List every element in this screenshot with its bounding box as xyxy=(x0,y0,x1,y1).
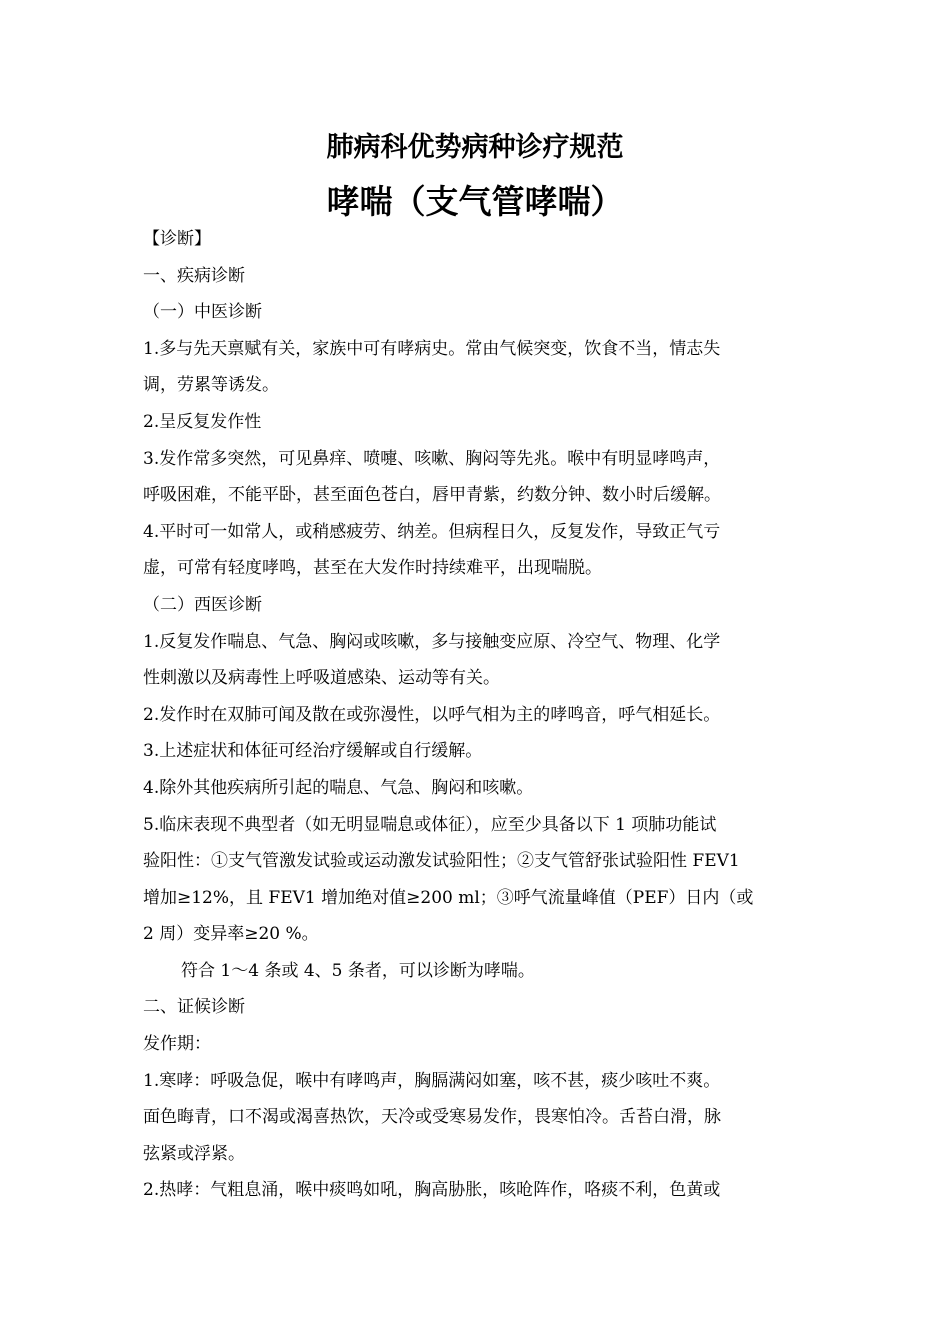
paragraph-line: 3.上述症状和体征可经治疗缓解或自行缓解。 xyxy=(143,741,483,762)
paragraph-line: 4.平时可一如常人，或稍感疲劳、纳差。但病程日久，反复发作，导致正气亏 xyxy=(143,521,721,542)
paragraph-line: 面色晦青，口不渴或渴喜热饮，天冷或受寒易发作，畏寒怕冷。舌苔白滑，脉 xyxy=(143,1107,721,1128)
subsection-heading-western: （二）西医诊断 xyxy=(143,594,262,615)
paragraph-line: 4.除外其他疾病所引起的喘息、气急、胸闷和咳嗽。 xyxy=(143,777,534,798)
section-heading-disease-diagnosis: 一、疾病诊断 xyxy=(143,265,245,286)
section-heading-syndrome-diagnosis: 二、证候诊断 xyxy=(143,997,245,1018)
paragraph-line: 2.呈反复发作性 xyxy=(143,411,262,432)
paragraph-line: 2.发作时在双肺可闻及散在或弥漫性，以呼气相为主的哮鸣音，呼气相延长。 xyxy=(143,704,721,725)
paragraph-line: 1.多与先天禀赋有关，家族中可有哮病史。常由气候突变，饮食不当，情志失 xyxy=(143,338,721,359)
paragraph-line: 2 周）变异率≥20 %。 xyxy=(143,924,319,945)
section-heading-diagnosis: 【诊断】 xyxy=(143,229,211,249)
paragraph-line: 2.热哮：气粗息涌，喉中痰鸣如吼，胸高胁胀，咳呛阵作，咯痰不利，色黄或 xyxy=(143,1180,721,1201)
paragraph-line: 3.发作常多突然，可见鼻痒、喷嚏、咳嗽、胸闷等先兆。喉中有明显哮鸣声， xyxy=(143,448,721,469)
paragraph-line: 验阳性：①支气管激发试验或运动激发试验阳性；②支气管舒张试验阳性 FEV1 xyxy=(143,851,740,872)
paragraph-line: 虚，可常有轻度哮鸣，甚至在大发作时持续难平，出现喘脱。 xyxy=(143,558,602,579)
subsection-heading-attack-stage: 发作期： xyxy=(143,1034,211,1055)
paragraph-line: 呼吸困难，不能平卧，甚至面色苍白，唇甲青紫，约数分钟、数小时后缓解。 xyxy=(143,485,721,506)
paragraph-line: 5.临床表现不典型者（如无明显喘息或体征），应至少具备以下 1 项肺功能试 xyxy=(143,814,717,835)
document-body xyxy=(143,221,809,1209)
conclusion-line: 符合 1～4 条或 4、5 条者，可以诊断为哮喘。 xyxy=(181,960,535,981)
paragraph-line: 增加≥12%，且 FEV1 增加绝对值≥200 ml；③呼气流量峰值（PEF）日内（或 xyxy=(143,887,754,908)
paragraph-line: 1.寒哮：呼吸急促，喉中有哮鸣声，胸膈满闷如塞，咳不甚，痰少咳吐不爽。 xyxy=(143,1070,721,1091)
document-subtitle: 哮喘（支气管哮喘） xyxy=(326,182,624,221)
paragraph-line: 性刺激以及病毒性上呼吸道感染、运动等有关。 xyxy=(143,668,500,689)
paragraph-line: 调，劳累等诱发。 xyxy=(143,375,279,396)
document-title: 肺病科优势病种诊疗规范 xyxy=(326,132,624,163)
paragraph-line: 1.反复发作喘息、气急、胸闷或咳嗽，多与接触变应原、冷空气、物理、化学 xyxy=(143,631,721,652)
paragraph-line: 弦紧或浮紧。 xyxy=(143,1143,245,1164)
subsection-heading-tcm: （一）中医诊断 xyxy=(143,302,262,323)
